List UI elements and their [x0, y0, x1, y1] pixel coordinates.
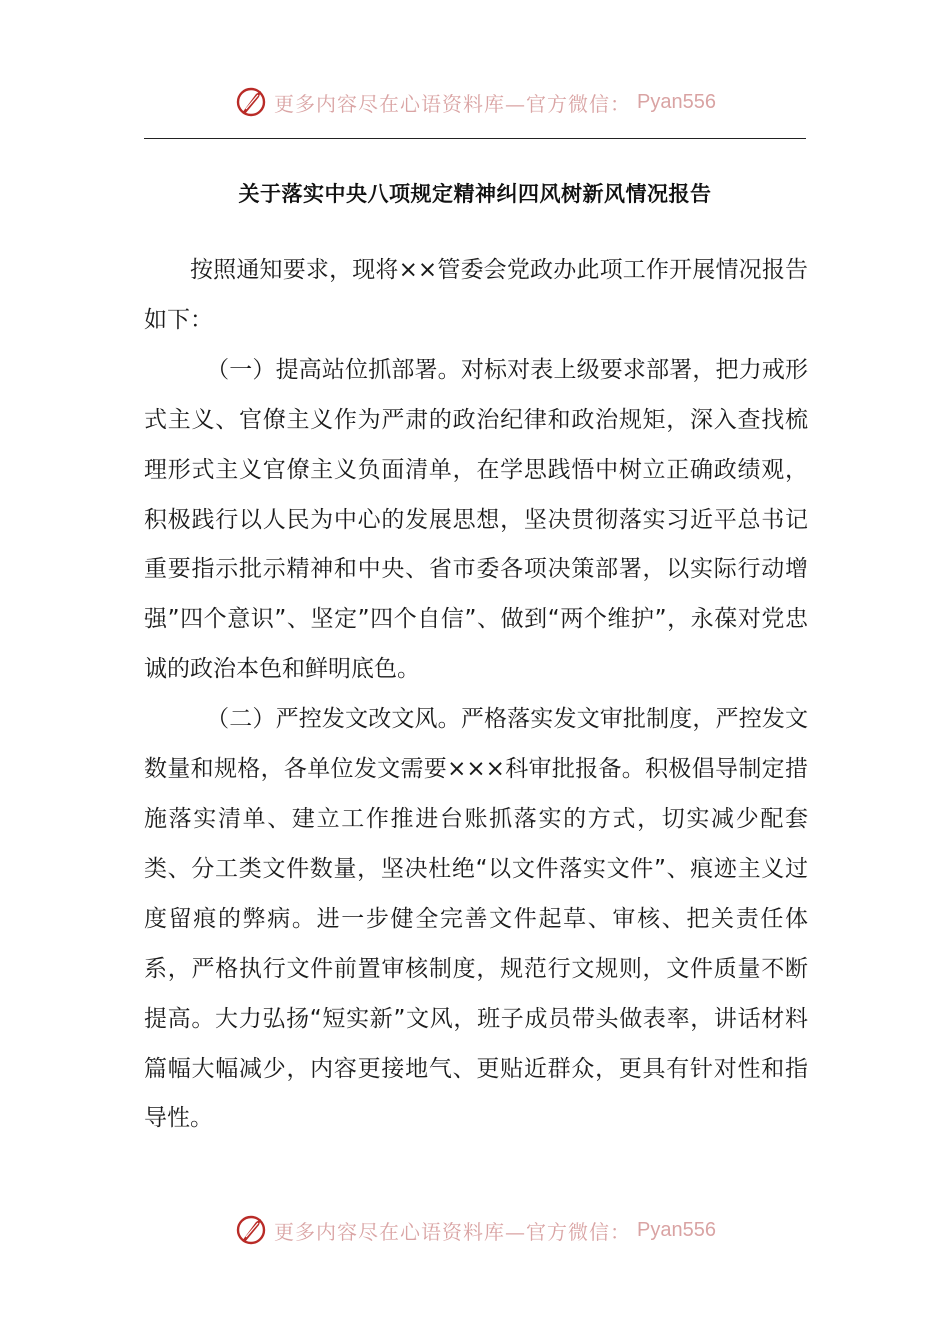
footer-watermark-banner [0, 1208, 950, 1252]
header-divider [144, 138, 806, 139]
quill-logo-icon [234, 85, 268, 119]
document-title: 关于落实中央八项规定精神纠四风树新风情况报告 [238, 182, 712, 206]
footer-banner-text: 更多内容尽在心语资料库—官方微信： [274, 1219, 632, 1244]
header-watermark-banner [0, 80, 950, 124]
quill-logo-icon [234, 1213, 268, 1247]
document-body [144, 246, 808, 1144]
header-banner-brand: Pyan556 [637, 90, 716, 113]
footer-banner-brand: Pyan556 [637, 1218, 716, 1241]
section-two-paragraph: （二）严控发文改文风。严格落实发文审批制度，严控发文数量和规格，各单位发文需要×××科审批报备。积极倡导制定措施落实清单、建立工作推进台账抓落实的方式，切实减少配套类、分工类文件数量，坚决杜绝“以文件落实文件”、痕迹主义过度留痕的弊病。进一步健全完善文件起草、审核、把关责任体系，严格执行文件前置审核制度，规范行文规则，文件质量不断提高。大力弘扬“短实新”文风，班子成员带头做表率，讲话材料篇幅大幅减少，内容更接地气、更贴近群众，更具有针对性和指导性。 [144, 706, 808, 1132]
intro-paragraph: 按照通知要求，现将××管委会党政办此项工作开展情况报告如下： [144, 257, 808, 333]
header-banner-text: 更多内容尽在心语资料库—官方微信： [274, 91, 632, 116]
section-one-paragraph: （一）提高站位抓部署。对标对表上级要求部署，把力戒形式主义、官僚主义作为严肃的政治纪律和政治规矩，深入查找梳理形式主义官僚主义负面清单，在学思践悟中树立正确政绩观，积极践行以人民为中心的发展思想，坚决贯彻落实习近平总书记重要指示批示精神和中央、省市委各项决策部署，以实际行动增强”四个意识”、坚定”四个自信”、做到“两个维护”，永葆对党忠诚的政治本色和鲜明底色。 [144, 356, 808, 683]
